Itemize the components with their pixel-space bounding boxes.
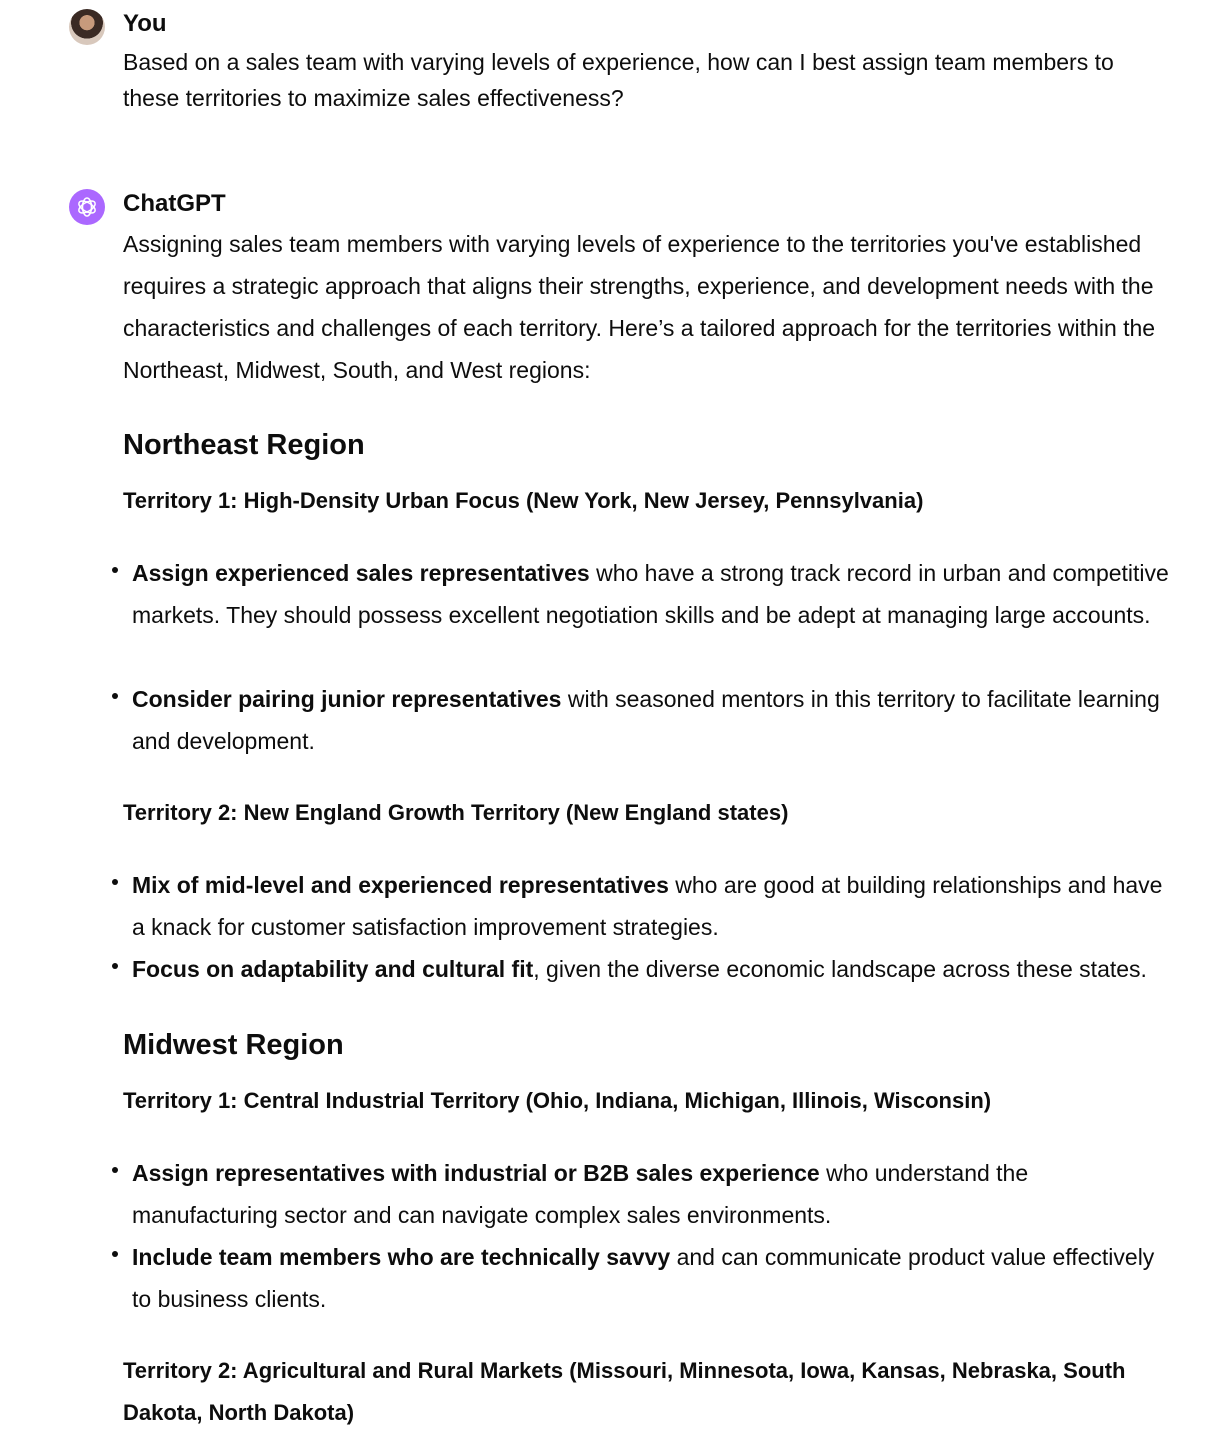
- list-item-text: , given the diverse economic landscape across these states.: [533, 956, 1147, 982]
- region-heading: Northeast Region: [123, 429, 365, 461]
- chatgpt-logo-icon: [69, 189, 105, 225]
- territory-heading: Territory 2: New England Growth Territory (New England states): [123, 800, 789, 825]
- list-item-text: with seasoned mentors in this territory to facilitate learning and development.: [132, 686, 1160, 754]
- list-item: [132, 678, 1172, 762]
- list-item: [132, 1152, 1172, 1236]
- territory-heading: Territory 1: High-Density Urban Focus (New York, New Jersey, Pennsylvania): [123, 488, 924, 513]
- region-heading: Midwest Region: [123, 1029, 344, 1061]
- assistant-intro-text: Assigning sales team members with varying levels of experience to the territories you've established requires a strategic approach that aligns their strengths, experience, and development needs with the characteristics and challenges of each territory. Here’s a tailored approach for the territories within the Northeast, Midwest, South, and West regions:: [123, 231, 1156, 383]
- list-item-bold: Focus on adaptability and cultural fit: [132, 956, 534, 982]
- list-item: [132, 1236, 1172, 1320]
- territory-heading: Territory 2: Agricultural and Rural Markets (Missouri, Minnesota, Iowa, Kansas, Nebraska, South Dakota, North Dakota): [123, 1358, 1126, 1425]
- list-item: [132, 864, 1172, 948]
- assistant-author-name: ChatGPT: [123, 190, 226, 217]
- list-item-bold: Assign experienced sales representatives: [132, 560, 590, 586]
- list-item-bold: Assign representatives with industrial or B2B sales experience: [132, 1160, 820, 1186]
- list-item-bold: Consider pairing junior representatives: [132, 686, 562, 712]
- list-item-text: and can communicate product value effectively to business clients.: [132, 1244, 1155, 1312]
- openai-knot-icon: [75, 195, 99, 219]
- list-item-bold: Mix of mid-level and experienced representatives: [132, 872, 669, 898]
- user-avatar: [69, 9, 105, 45]
- territory-heading: Territory 1: Central Industrial Territory (Ohio, Indiana, Michigan, Illinois, Wisconsin): [123, 1088, 992, 1113]
- list-item: [132, 552, 1172, 636]
- list-item: [132, 948, 1192, 990]
- user-author-name: You: [123, 10, 167, 37]
- list-item-text: who are good at building relationships and have a knack for customer satisfaction improvement strategies.: [132, 872, 1163, 940]
- list-item-text: who have a strong track record in urban and competitive markets. They should possess excellent negotiation skills and be adept at managing large accounts.: [132, 560, 1169, 628]
- user-message-text: Based on a sales team with varying levels of experience, how can I best assign team members to these territories to maximize sales effectiveness?: [123, 49, 1114, 111]
- list-item-text: who understand the manufacturing sector and can navigate complex sales environments.: [132, 1160, 1029, 1228]
- list-item-bold: Include team members who are technically savvy: [132, 1244, 671, 1270]
